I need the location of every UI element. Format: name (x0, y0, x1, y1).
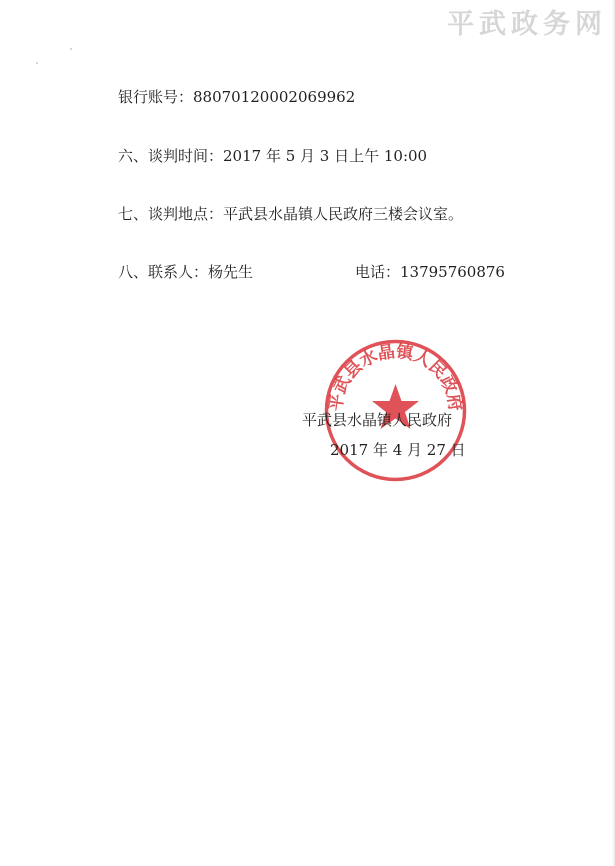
issuer-name: 平武县水晶镇人民政府 (302, 411, 453, 429)
scan-speck (36, 62, 38, 64)
scan-speck (70, 48, 72, 50)
seal-text: 平武县水晶镇人民政府 (326, 341, 465, 413)
watermark-text: 平武政务网 (447, 9, 607, 40)
negotiation-place-line: 七、谈判地点：平武县水晶镇人民政府三楼会议室。 (118, 205, 464, 223)
contact-phone-line: 电话：13795760876 (355, 263, 505, 281)
contact-person-line: 八、联系人：杨先生 (118, 263, 254, 281)
negotiation-time-line: 六、谈判时间：2017 年 5 月 3 日上午 10:00 (118, 147, 428, 165)
issue-date: 2017 年 4 月 27 日 (330, 441, 466, 459)
bank-account-line: 银行账号：88070120002069962 (118, 88, 356, 106)
